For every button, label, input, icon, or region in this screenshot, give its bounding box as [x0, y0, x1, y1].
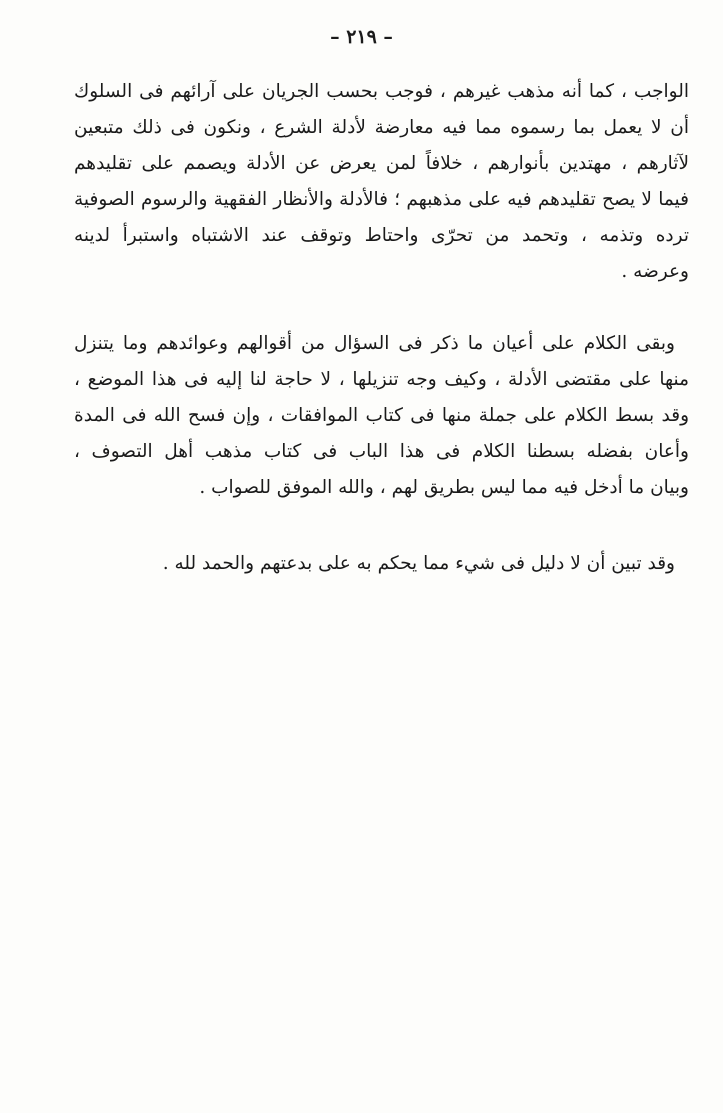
paragraph-3	[74, 546, 689, 582]
text-line: وبقى الكلام على أعيان ما ذكر فى السؤال من أقوالهم وعوائدهم وما يتنزل	[74, 333, 675, 354]
text-line: ترده وتذمه ، وتحمد من تحرّى واحتاط وتوقف عند الاشتباه واستبرأ لدينه	[74, 225, 689, 246]
text-line: لآثارهم ، مهتدين بأنوارهم ، خلافاً لمن يعرض عن الأدلة ويصمم على تقليدهم	[74, 153, 689, 174]
paragraph-1	[74, 74, 689, 290]
paragraph-2	[74, 326, 689, 506]
text-line: فيما لا يصح تقليدهم فيه على مذهبهم ؛ فالأدلة والأنظار الفقهية والرسوم الصوفية	[74, 189, 689, 210]
text-line: الواجب ، كما أنه مذهب غيرهم ، فوجب بحسب الجريان على آرائهم فى السلوك	[74, 81, 689, 102]
text-line: وقد تبين أن لا دليل فى شيء مما يحكم به على بدعتهم والحمد لله .	[162, 553, 675, 574]
text-line: أن لا يعمل بما رسموه مما فيه معارضة لأدلة الشرع ، ونكون فى ذلك متبعين	[74, 117, 689, 138]
text-line: وأعان بفضله بسطنا الكلام فى هذا الباب فى كتاب مذهب أهل التصوف ،	[74, 441, 689, 462]
text-line: وبيان ما أدخل فيه مما ليس بطريق لهم ، والله الموفق للصواب .	[199, 477, 689, 498]
text-line: وقد بسط الكلام على جملة منها فى كتاب الموافقات ، وإن فسح الله فى المدة	[74, 405, 689, 426]
text-line: منها على مقتضى الأدلة ، وكيف وجه تنزيلها ، لا حاجة لنا إليه فى هذا الموضع ،	[74, 369, 689, 390]
text-line: وعرضه .	[621, 261, 689, 282]
page-number: – ٢١٩ –	[330, 26, 393, 48]
